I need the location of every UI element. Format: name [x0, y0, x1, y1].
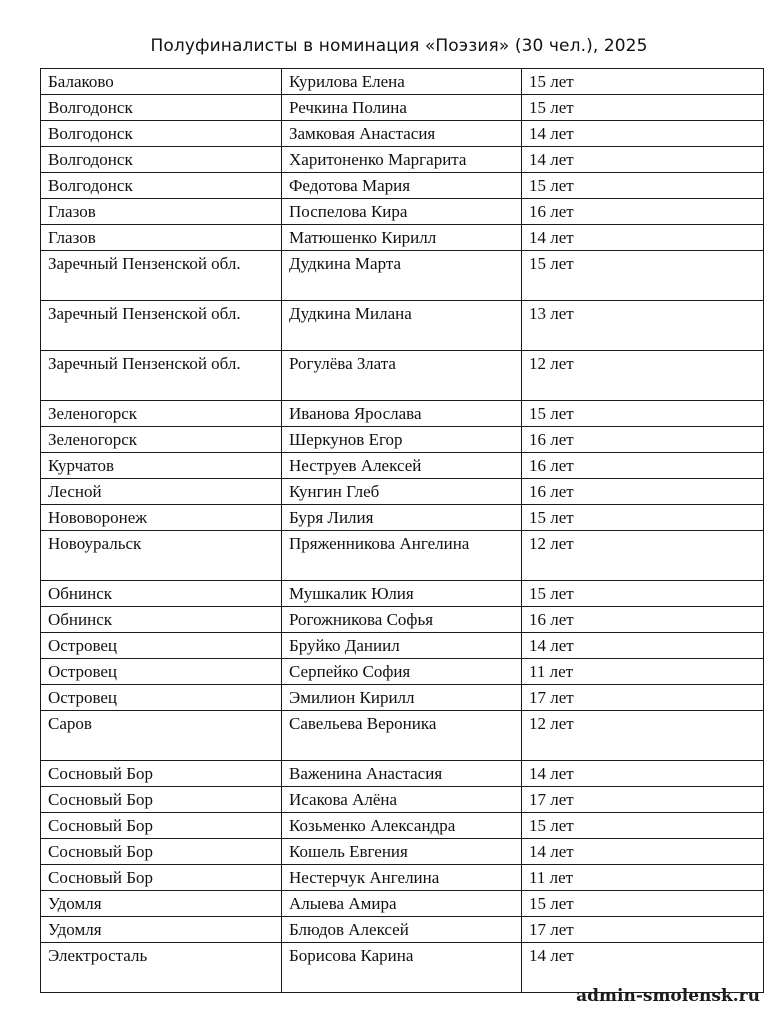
- age-cell: 14 лет: [522, 633, 764, 659]
- name-cell: Кунгин Глеб: [282, 479, 522, 505]
- name-cell: Исакова Алёна: [282, 787, 522, 813]
- city-cell: Лесной: [41, 479, 282, 505]
- name-cell: Федотова Мария: [282, 173, 522, 199]
- table-body: [41, 69, 764, 993]
- name-cell: Харитоненко Маргарита: [282, 147, 522, 173]
- name-cell: Неструев Алексей: [282, 453, 522, 479]
- city-cell: Волгодонск: [41, 95, 282, 121]
- age-cell: 14 лет: [522, 839, 764, 865]
- table-row: [41, 813, 764, 839]
- city-cell: Островец: [41, 659, 282, 685]
- name-cell: Борисова Карина: [282, 943, 522, 993]
- city-cell: Новоуральск: [41, 531, 282, 581]
- city-cell: Электросталь: [41, 943, 282, 993]
- age-cell: 15 лет: [522, 69, 764, 95]
- city-cell: Балаково: [41, 69, 282, 95]
- age-cell: 14 лет: [522, 225, 764, 251]
- city-cell: Зеленогорск: [41, 401, 282, 427]
- age-cell: 15 лет: [522, 813, 764, 839]
- age-cell: 16 лет: [522, 607, 764, 633]
- name-cell: Пряженникова Ангелина: [282, 531, 522, 581]
- age-cell: 16 лет: [522, 427, 764, 453]
- table-row: [41, 607, 764, 633]
- site-watermark: admin-smolensk.ru: [576, 986, 760, 1006]
- table-row: [41, 173, 764, 199]
- name-cell: Рогулёва Злата: [282, 351, 522, 401]
- city-cell: Глазов: [41, 225, 282, 251]
- city-cell: Зеленогорск: [41, 427, 282, 453]
- age-cell: 16 лет: [522, 453, 764, 479]
- table-row: [41, 301, 764, 351]
- age-cell: 12 лет: [522, 351, 764, 401]
- table-row: [41, 479, 764, 505]
- name-cell: Шеркунов Егор: [282, 427, 522, 453]
- table-row: [41, 581, 764, 607]
- age-cell: 17 лет: [522, 685, 764, 711]
- name-cell: Рогожникова Софья: [282, 607, 522, 633]
- table-row: [41, 225, 764, 251]
- age-cell: 15 лет: [522, 251, 764, 301]
- city-cell: Саров: [41, 711, 282, 761]
- name-cell: Дудкина Марта: [282, 251, 522, 301]
- age-cell: 15 лет: [522, 505, 764, 531]
- name-cell: Алыева Амира: [282, 891, 522, 917]
- city-cell: Волгодонск: [41, 173, 282, 199]
- age-cell: 12 лет: [522, 711, 764, 761]
- table-row: [41, 943, 764, 993]
- city-cell: Удомля: [41, 917, 282, 943]
- age-cell: 14 лет: [522, 121, 764, 147]
- name-cell: Курилова Елена: [282, 69, 522, 95]
- city-cell: Курчатов: [41, 453, 282, 479]
- name-cell: Блюдов Алексей: [282, 917, 522, 943]
- name-cell: Поспелова Кира: [282, 199, 522, 225]
- age-cell: 14 лет: [522, 147, 764, 173]
- age-cell: 13 лет: [522, 301, 764, 351]
- table-row: [41, 787, 764, 813]
- city-cell: Заречный Пензенской обл.: [41, 351, 282, 401]
- table-row: [41, 839, 764, 865]
- semifinalists-table: [40, 68, 764, 993]
- city-cell: Сосновый Бор: [41, 787, 282, 813]
- city-cell: Сосновый Бор: [41, 761, 282, 787]
- city-cell: Волгодонск: [41, 147, 282, 173]
- city-cell: Сосновый Бор: [41, 865, 282, 891]
- table-row: [41, 69, 764, 95]
- city-cell: Заречный Пензенской обл.: [41, 301, 282, 351]
- city-cell: Нововоронеж: [41, 505, 282, 531]
- city-cell: Сосновый Бор: [41, 813, 282, 839]
- city-cell: Островец: [41, 685, 282, 711]
- name-cell: Савельева Вероника: [282, 711, 522, 761]
- city-cell: Обнинск: [41, 581, 282, 607]
- table-row: [41, 505, 764, 531]
- age-cell: 15 лет: [522, 95, 764, 121]
- name-cell: Замковая Анастасия: [282, 121, 522, 147]
- age-cell: 11 лет: [522, 865, 764, 891]
- table-row: [41, 251, 764, 301]
- table-row: [41, 147, 764, 173]
- name-cell: Кошель Евгения: [282, 839, 522, 865]
- name-cell: Матюшенко Кирилл: [282, 225, 522, 251]
- table-row: [41, 633, 764, 659]
- table-row: [41, 121, 764, 147]
- name-cell: Дудкина Милана: [282, 301, 522, 351]
- city-cell: Обнинск: [41, 607, 282, 633]
- document-title: Полуфиналисты в номинация «Поэзия» (30 чел.), 2025: [150, 36, 648, 56]
- city-cell: Заречный Пензенской обл.: [41, 251, 282, 301]
- table-row: [41, 453, 764, 479]
- city-cell: Удомля: [41, 891, 282, 917]
- age-cell: 16 лет: [522, 479, 764, 505]
- age-cell: 11 лет: [522, 659, 764, 685]
- city-cell: Глазов: [41, 199, 282, 225]
- age-cell: 15 лет: [522, 581, 764, 607]
- name-cell: Бруйко Даниил: [282, 633, 522, 659]
- name-cell: Буря Лилия: [282, 505, 522, 531]
- age-cell: 17 лет: [522, 787, 764, 813]
- name-cell: Важенина Анастасия: [282, 761, 522, 787]
- table-row: [41, 917, 764, 943]
- table-row: [41, 685, 764, 711]
- table-row: [41, 711, 764, 761]
- age-cell: 16 лет: [522, 199, 764, 225]
- name-cell: Нестерчук Ангелина: [282, 865, 522, 891]
- age-cell: 14 лет: [522, 761, 764, 787]
- table-row: [41, 659, 764, 685]
- name-cell: Иванова Ярослава: [282, 401, 522, 427]
- age-cell: 15 лет: [522, 173, 764, 199]
- city-cell: Волгодонск: [41, 121, 282, 147]
- table-row: [41, 761, 764, 787]
- age-cell: 17 лет: [522, 917, 764, 943]
- age-cell: 14 лет: [522, 943, 764, 993]
- table-row: [41, 351, 764, 401]
- table-row: [41, 865, 764, 891]
- table-row: [41, 531, 764, 581]
- name-cell: Мушкалик Юлия: [282, 581, 522, 607]
- table-row: [41, 199, 764, 225]
- table-row: [41, 95, 764, 121]
- name-cell: Эмилион Кирилл: [282, 685, 522, 711]
- age-cell: 15 лет: [522, 891, 764, 917]
- table-row: [41, 427, 764, 453]
- table-row: [41, 891, 764, 917]
- table-row: [41, 401, 764, 427]
- name-cell: Речкина Полина: [282, 95, 522, 121]
- city-cell: Островец: [41, 633, 282, 659]
- age-cell: 15 лет: [522, 401, 764, 427]
- city-cell: Сосновый Бор: [41, 839, 282, 865]
- name-cell: Серпейко София: [282, 659, 522, 685]
- name-cell: Козьменко Александра: [282, 813, 522, 839]
- age-cell: 12 лет: [522, 531, 764, 581]
